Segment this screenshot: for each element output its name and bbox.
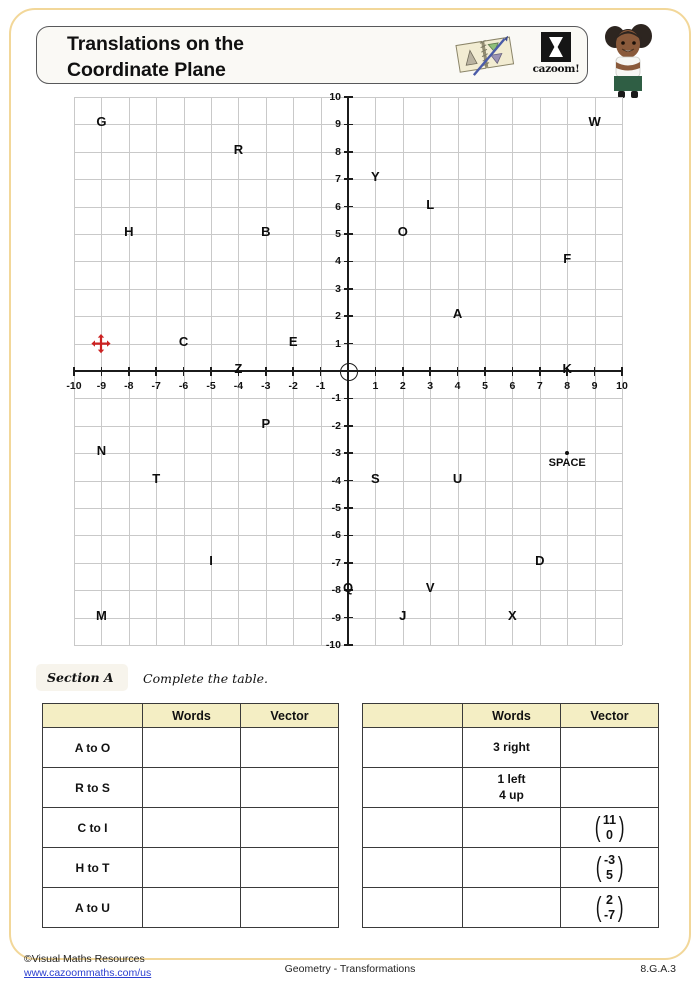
cell-translation-key[interactable] [363,808,463,848]
vector-y-component: 0 [606,827,613,842]
x-axis-label: 2 [399,380,406,392]
point-label-b: B [261,224,271,239]
cell-vector[interactable] [561,808,659,848]
y-axis-tick [344,507,353,509]
header-words: Words [463,704,561,728]
x-axis-label: -3 [261,380,271,392]
coordinate-plane[interactable] [66,91,628,651]
header-key [43,704,143,728]
y-axis-label: -1 [331,392,341,405]
vector-components [603,853,616,883]
x-axis-tick [539,367,541,376]
y-axis-tick [344,206,353,208]
x-axis-tick [101,367,103,376]
y-axis-label: 7 [335,173,341,186]
y-axis-tick [344,151,353,153]
cell-translation-key[interactable] [363,768,463,808]
x-axis-tick [429,367,431,376]
x-axis-label: -5 [206,380,216,392]
y-axis-label: 2 [335,310,341,323]
words-line: 1 left [497,772,526,787]
translations-table-right[interactable] [362,703,659,928]
cell-words[interactable] [463,808,561,848]
cell-words[interactable] [463,768,561,808]
table-row [363,728,659,768]
x-axis-tick [512,367,514,376]
point-label-t: T [152,470,161,486]
cell-vector[interactable] [561,848,659,888]
x-axis-label: 9 [591,380,598,392]
table-row [363,808,659,848]
table-header-row [363,704,659,728]
page-title-line2: Coordinate Plane [67,58,226,81]
table-row [363,848,659,888]
x-axis-tick [320,367,322,376]
y-axis-tick [344,425,353,427]
cell-words[interactable] [143,768,241,808]
x-axis-tick [73,367,75,376]
cell-translation-key[interactable] [363,848,463,888]
cell-words[interactable] [143,888,241,928]
vector-notation [594,893,626,923]
x-axis-tick [155,367,157,376]
cell-vector[interactable] [241,768,339,808]
y-axis-tick [344,452,353,454]
vector-paren-left: ( [595,851,602,883]
y-axis-label: -3 [331,447,341,460]
cazoom-logo [530,32,582,80]
y-axis-label: -8 [331,584,341,597]
point-label-a: A [452,306,463,322]
move-cursor-icon[interactable] [90,333,112,355]
student-character-illustration [596,12,660,102]
point-label-e: E [288,333,298,349]
vector-y-component: 5 [606,867,613,882]
x-axis-label: -10 [66,380,82,392]
vector-x-component: 2 [606,892,613,907]
y-axis-label: 1 [335,337,341,350]
x-axis-label: -1 [315,380,326,392]
y-axis-label: 3 [335,282,341,295]
words-line: 3 right [493,739,530,754]
y-axis-label: -7 [331,556,341,569]
vector-x-component: -3 [603,852,616,867]
y-axis-label: 6 [335,200,341,213]
table-body-left [43,728,339,928]
header-words: Words [143,704,241,728]
point-label-r: R [233,141,244,157]
x-axis-tick [292,367,294,376]
cell-vector[interactable] [241,848,339,888]
y-axis-tick [344,644,353,646]
cell-translation-key[interactable] [363,888,463,928]
section-instruction: Complete the table. [143,671,269,686]
vector-notation [594,853,626,883]
footer-website-link[interactable]: www.cazoommaths.com/us [24,967,152,980]
point-label-g: G [96,114,107,130]
point-label-i: I [209,552,213,568]
y-axis-tick [344,562,353,564]
table-body-right [363,728,659,928]
vector-paren-left: ( [594,811,601,843]
x-axis-label: -2 [288,380,298,392]
cell-vector[interactable] [561,888,659,928]
x-axis-label: 5 [482,380,488,392]
x-axis-tick [402,367,404,376]
x-axis-tick [375,367,377,376]
cazoom-wordmark: cazoom! [532,63,580,75]
y-axis-label: -9 [331,611,341,624]
x-axis-label: 6 [509,380,516,392]
point-label-n: N [96,443,107,459]
vector-components [603,893,616,923]
table-row [363,768,659,808]
x-axis-label: 7 [536,380,543,392]
x-axis-tick [265,367,267,376]
vector-paren-left: ( [595,891,602,923]
section-label: Section A [47,670,114,685]
y-axis-label: -4 [331,474,341,487]
point-label-f: F [563,251,572,267]
y-axis-label: -10 [325,639,341,651]
y-axis-tick [344,617,353,619]
cell-words[interactable] [143,808,241,848]
table-row [43,808,339,848]
cell-vector[interactable] [241,888,339,928]
cell-vector[interactable] [561,728,659,768]
point-label-u: U [452,470,463,486]
y-axis-tick [344,343,353,345]
words-line: 4 up [499,787,524,802]
point-label-z: Z [234,361,243,376]
header-vector: Vector [241,704,339,728]
header-key [363,704,463,728]
table-row [363,888,659,928]
cell-translation-key[interactable] [363,728,463,768]
table-row [43,768,339,808]
cell-translation-key: H to T [43,848,143,888]
y-axis-label: 4 [335,255,341,268]
origin-circle-icon [340,363,358,381]
x-axis-label: -9 [96,380,107,392]
y-axis-tick [344,315,353,317]
space-point-label: SPACE [548,457,586,470]
point-label-c: C [178,333,189,349]
cell-vector[interactable] [241,808,339,848]
y-axis-tick [344,261,353,263]
vector-paren-right: ) [617,851,624,883]
x-axis-tick [210,367,212,376]
vector-x-component: 11 [602,812,617,827]
point-label-y: Y [371,169,380,185]
y-axis-tick [344,233,353,235]
point-label-d: D [535,552,545,568]
y-axis-tick [344,288,353,290]
footer-topic: Geometry - Transformations [284,963,416,975]
cell-translation-key: R to S [43,768,143,808]
y-axis-label: 5 [335,228,341,240]
y-axis-label: 10 [329,91,341,103]
x-axis-label: -8 [124,380,134,392]
cell-words[interactable] [143,848,241,888]
x-axis-label: 1 [372,380,379,392]
cell-words[interactable] [463,848,561,888]
point-label-v: V [425,580,435,596]
point-label-k: K [562,361,572,376]
cell-words[interactable] [463,728,561,768]
point-label-q: Q [342,580,354,596]
cell-words[interactable] [463,888,561,928]
cell-translation-key: A to O [43,728,143,768]
vector-paren-right: ) [617,891,624,923]
point-label-j: J [399,607,407,623]
x-axis-tick [594,367,596,376]
translations-table-left[interactable] [42,703,339,928]
x-axis-tick [183,367,185,376]
point-label-w: W [588,114,601,130]
notebook-doodle-icon [455,36,517,76]
table-row [43,888,339,928]
cell-words[interactable] [143,728,241,768]
x-axis-label: 10 [616,380,628,392]
footer-copyright: ©Visual Maths Resources [24,953,145,965]
x-axis-tick [457,367,459,376]
y-axis-label: 9 [335,118,341,131]
point-label-l: L [426,196,435,212]
x-axis-label: 8 [564,380,571,392]
cell-vector[interactable] [241,728,339,768]
y-axis-label: -6 [331,529,341,542]
y-axis-label: -2 [331,419,341,432]
y-axis-label: -5 [331,502,341,514]
header-vector: Vector [561,704,659,728]
point-label-h: H [124,224,134,239]
y-axis-tick [344,178,353,180]
y-axis-tick [344,96,353,98]
hourglass-icon [541,32,571,62]
vector-y-component: -7 [603,907,616,922]
x-axis-label: -4 [233,380,244,392]
page-title [67,32,427,83]
point-label-p: P [261,415,271,431]
x-axis-label: 4 [454,380,461,392]
y-axis-tick [344,398,353,400]
x-axis-label: -7 [151,380,161,392]
vector-paren-right: ) [618,811,625,843]
x-axis-tick [484,367,486,376]
point-label-x: X [508,607,517,623]
cell-translation-key: A to U [43,888,143,928]
x-axis-tick [621,367,623,376]
point-label-o: O [397,224,408,239]
table-row [43,728,339,768]
y-axis-tick [344,480,353,482]
cell-translation-key: C to I [43,808,143,848]
table-header-row [43,704,339,728]
x-axis-label: 3 [427,380,434,392]
cell-vector[interactable] [561,768,659,808]
x-axis-label: -6 [178,380,189,392]
point-label-s: S [371,470,380,486]
footer-standard-code: 8.G.A.3 [640,963,676,975]
vector-notation [593,813,627,843]
y-axis-tick [344,124,353,126]
y-axis-tick [344,535,353,537]
page-title-line1: Translations on the [67,33,244,55]
vector-components [602,813,617,843]
x-axis-tick [128,367,130,376]
table-row [43,848,339,888]
point-label-m: M [95,607,107,623]
y-axis-label: 8 [335,145,341,158]
